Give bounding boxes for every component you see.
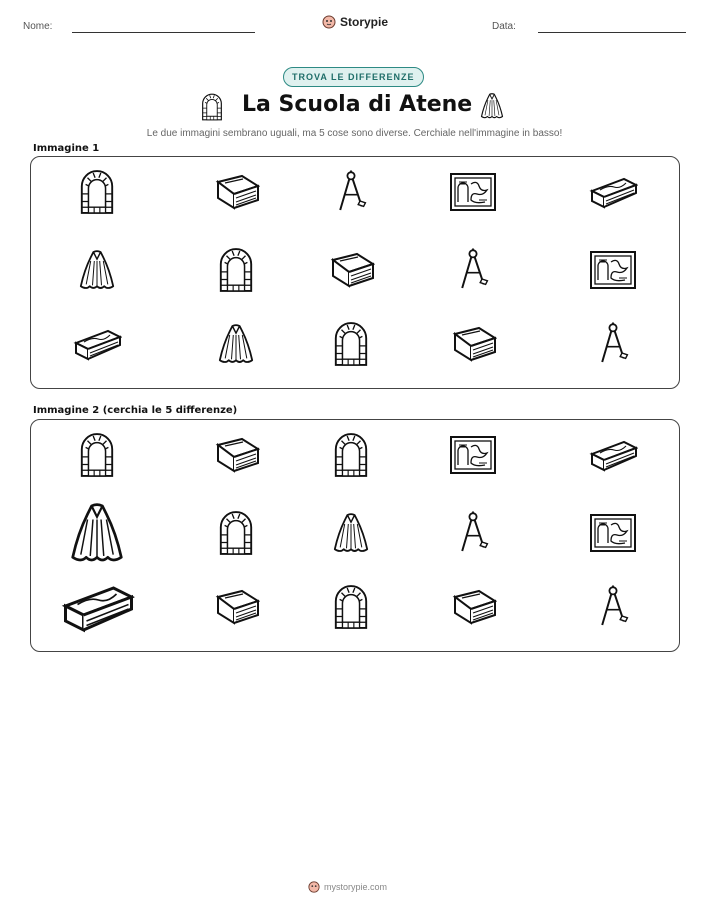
title-cloak-icon <box>480 92 504 120</box>
compass-icon <box>455 510 491 556</box>
instructions: Le due immagini sembrano uguali, ma 5 cose sono diverse. Cerchiale nell'immagine in basso! <box>146 128 563 139</box>
mosaic-icon <box>589 250 637 290</box>
window-icon <box>78 432 116 478</box>
book-icon <box>212 172 260 212</box>
compass-icon <box>595 321 631 367</box>
footer <box>308 881 387 893</box>
cloak-icon <box>79 248 115 292</box>
window-icon <box>332 432 370 478</box>
mosaic-icon <box>449 435 497 475</box>
storypie-logo-icon <box>322 15 336 29</box>
book-icon <box>327 250 375 290</box>
page-title: La Scuola di Atene <box>242 92 473 117</box>
image-1-panel <box>30 156 680 389</box>
panel-1-label: Immagine 1 <box>33 143 100 154</box>
window-icon <box>332 321 370 367</box>
compass-icon <box>455 247 491 293</box>
mosaic-icon <box>449 172 497 212</box>
date-line <box>538 32 686 33</box>
book-icon <box>212 435 260 475</box>
name-label: Nome: <box>23 21 53 32</box>
cloak-icon <box>70 500 124 566</box>
compass-icon <box>595 584 631 630</box>
window-icon <box>217 247 255 293</box>
book-icon <box>212 587 260 627</box>
window-icon <box>217 510 255 556</box>
footer-url: mystorypie.com <box>324 882 388 892</box>
activity-badge: TROVA LE DIFFERENZE <box>283 67 424 87</box>
panel-2-label: Immagine 2 (cerchia le 5 differenze) <box>33 405 238 416</box>
date-label: Data: <box>492 21 516 32</box>
mosaic-icon <box>589 513 637 553</box>
book-icon <box>449 324 497 364</box>
scroll-icon <box>587 438 639 472</box>
scroll-icon <box>587 175 639 209</box>
image-2-panel <box>30 419 680 652</box>
cloak-icon <box>218 322 254 366</box>
window-icon <box>78 169 116 215</box>
book-icon <box>449 587 497 627</box>
title-arch-window-icon <box>200 93 224 121</box>
scroll-icon <box>58 582 136 633</box>
brand-name: Storypie <box>340 15 389 29</box>
cloak-icon <box>333 511 369 555</box>
window-icon <box>332 584 370 630</box>
scroll-icon <box>71 327 123 361</box>
storypie-footer-logo-icon <box>308 881 320 893</box>
compass-icon <box>333 169 369 215</box>
brand-logo <box>322 15 388 29</box>
name-line <box>72 32 255 33</box>
